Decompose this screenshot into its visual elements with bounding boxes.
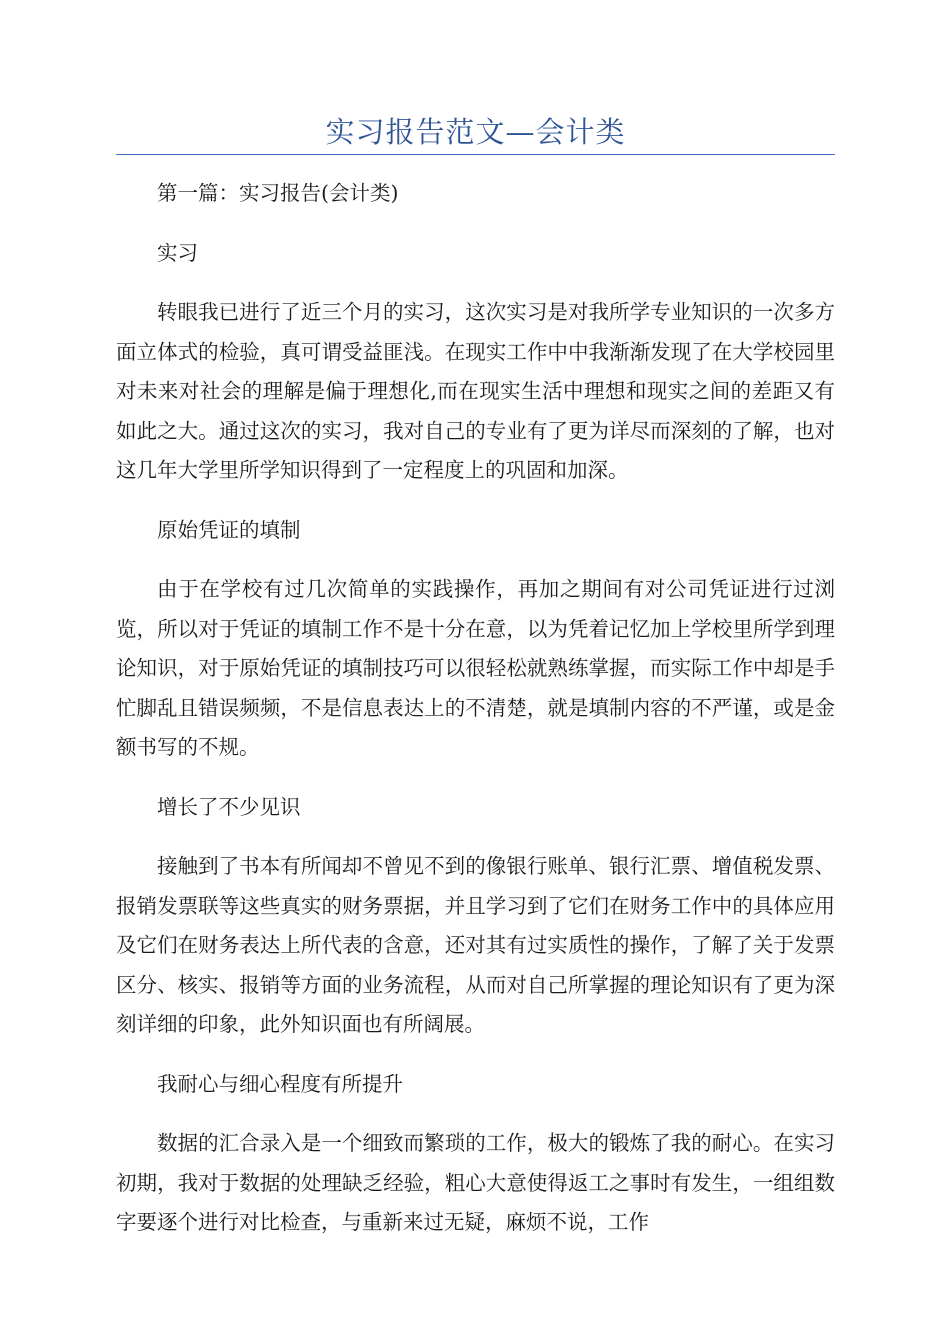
heading-voucher: 原始凭证的填制: [157, 517, 301, 542]
section-title: 第一篇：实习报告(会计类): [157, 181, 399, 205]
spacer: [116, 827, 835, 847]
heading-knowledge: 增长了不少见识: [157, 794, 301, 819]
spacer: [116, 550, 835, 570]
document-title: 实习报告范文—会计类: [325, 115, 626, 149]
heading-patience: 我耐心与细心程度有所提升: [157, 1071, 403, 1096]
spacer: [116, 273, 835, 293]
document-body: [116, 174, 835, 1243]
spacer: [116, 491, 835, 511]
heading-internship: 实习: [157, 240, 198, 265]
paragraph-voucher: 由于在学校有过几次简单的实践操作，再加之期间有对公司凭证进行过浏览，所以对于凭证的填制工作不是十分在意，以为凭着记忆加上学校里所学到理论知识，对于原始凭证的填制技巧可以很轻松就熟练掌握，而实际工作中却是手忙脚乱且错误频频，不是信息表达上的不清楚，就是填制内容的不严谨，或是金额书写的不规。: [116, 577, 835, 759]
paragraph-knowledge: 接触到了书本有所闻却不曾见不到的像银行账单、银行汇票、增值税发票、报销发票联等这些真实的财务票据，并且学习到了它们在财务工作中的具体应用及它们在财务表达上所代表的含意，还对其有过实质性的操作，了解了关于发票区分、核实、报销等方面的业务流程，从而对自己所掌握的理论知识有了更为深刻详细的印象，此外知识面也有所阔展。: [116, 854, 835, 1036]
spacer: [116, 1045, 835, 1065]
title-underline: [116, 154, 835, 155]
spacer: [116, 214, 835, 234]
paragraph-intro: 转眼我已进行了近三个月的实习，这次实习是对我所学专业知识的一次多方面立体式的检验，真可谓受益匪浅。在现实工作中中我渐渐发现了在大学校园里对未来对社会的理解是偏于理想化,而在现实生活中理想和现实之间的差距又有如此之大。通过这次的实习，我对自己的专业有了更为详尽而深刻的了解，也对这几年大学里所学知识得到了一定程度上的巩固和加深。: [116, 300, 835, 482]
spacer: [116, 1104, 835, 1124]
spacer: [116, 768, 835, 788]
paragraph-patience: 数据的汇合录入是一个细致而繁琐的工作，极大的锻炼了我的耐心。在实习初期，我对于数据的处理缺乏经验，粗心大意使得返工之事时有发生，一组组数字要逐个进行对比检查，与重新来过无疑，麻烦不说，工作: [116, 1131, 835, 1234]
